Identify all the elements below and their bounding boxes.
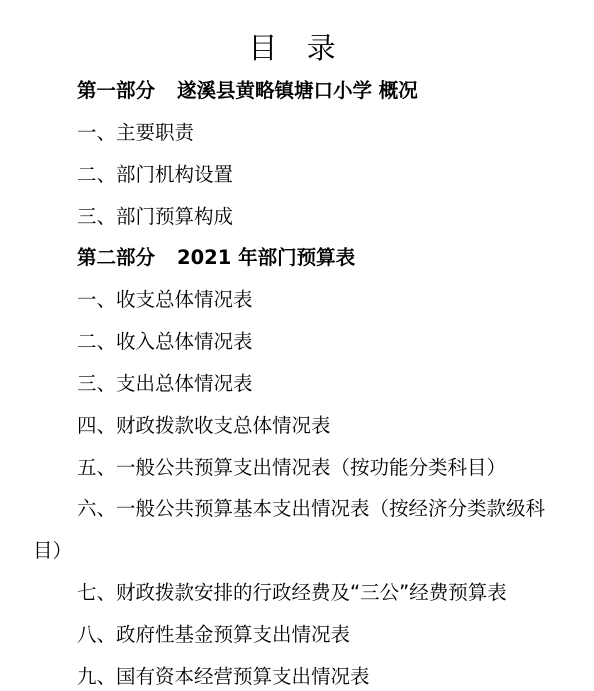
part-one-text: 遂溪县黄略镇塘口小学 概况 [177,79,418,102]
toc-item: 四、财政拨款收支总体情况表 [77,414,331,437]
toc-item: 六、一般公共预算基本支出情况表（按经济分类款级科目） [33,497,546,562]
toc-item: 八、政府性基金预算支出情况表 [77,623,351,646]
toc-item: 七、财政拨款安排的行政经费及“三公”经费预算表 [77,581,507,604]
toc-item: 一、主要职责 [77,121,195,144]
toc-item: 二、收入总体情况表 [77,330,253,353]
toc-item: 二、部门机构设置 [77,163,234,186]
part-two-heading [77,245,355,271]
part-two-text: 2021 年部门预算表 [177,246,356,269]
toc-title: 目 录 [248,31,346,65]
toc-item: 一、收支总体情况表 [77,288,253,311]
part-two-label: 第二部分 [77,246,156,269]
toc-item: 九、国有资本经营预算支出情况表 [77,665,370,688]
toc-item: 三、支出总体情况表 [77,372,253,395]
toc-item: 三、部门预算构成 [77,205,234,228]
part-one-label: 第一部分 [77,79,156,102]
toc-item: 五、一般公共预算支出情况表（按功能分类科目） [77,456,507,479]
part-one-heading [77,78,418,104]
